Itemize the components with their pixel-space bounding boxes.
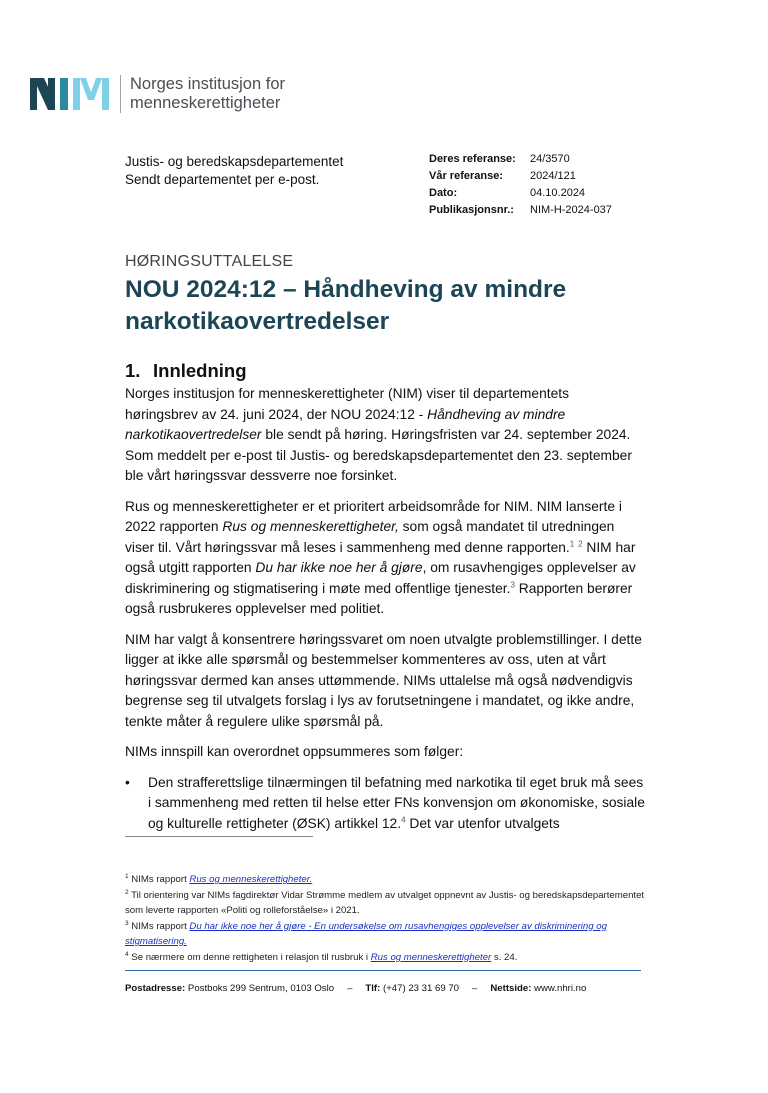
footer-web-value[interactable]: www.nhri.no xyxy=(531,983,587,994)
reference-value: 2024/121 xyxy=(530,170,576,182)
section-heading xyxy=(125,360,247,382)
footer-web xyxy=(490,983,586,994)
footnote-4 xyxy=(125,950,645,966)
bullet-text-a: Den strafferettslige tilnærmingen til befatning med narkotika til eget bruk må sees i sammenheng med retten til helse etter FNs konvensjon om økonomiske, sosiale og kulturelle rettigheter (ØSK) artikkel 12. xyxy=(148,774,645,831)
page-footer xyxy=(125,983,586,994)
footer-address-value: Postboks 299 Sentrum, 0103 Oslo xyxy=(185,983,335,994)
bullet-text-b: Det var utenfor utvalgets xyxy=(405,815,560,831)
p2-text-e: Rapporten berører også rusbrukeres opplevelser med politiet. xyxy=(125,580,633,616)
reference-row xyxy=(429,151,612,168)
p2-text-c: NIM har også utgitt rapporten xyxy=(125,539,636,575)
p1-text-b: ble sendt på høring. Høringsfristen var 24. september 2024. Som meddelt per e-post til Justis- og beredskapsdepartementet den 23. september ble vårt høringssvar dessverre noe forsinket. xyxy=(125,427,632,483)
footnote-2 xyxy=(125,888,645,919)
reference-row xyxy=(429,168,612,185)
footer-phone-label: Tlf: xyxy=(365,983,381,994)
paragraph-2 xyxy=(125,497,645,620)
recipient-line1: Justis- og beredskapsdepartementet xyxy=(125,154,344,169)
footnote-ref-1[interactable]: 1 xyxy=(569,538,575,548)
p2-text-d: , om rusavhengiges opplevelser av diskriminering og stigmatisering i møte med offentlige tjenester. xyxy=(125,560,636,596)
section-number: 1. xyxy=(125,360,141,381)
body-text xyxy=(125,384,645,834)
nim-logo xyxy=(30,75,285,113)
footnote-ref-4[interactable]: 4 xyxy=(401,814,406,824)
logo-text-line2: menneskerettigheter xyxy=(130,94,281,112)
paragraph-3: NIM har valgt å konsentrere høringssvaret om noen utvalgte problemstillinger. I dette ligger at ikke alle spørsmål og bestemmelser kommenteres av oss, uten at vårt høringssvar dermed kan anses uttømmende. NIMs uttalelse må også nødvendigvis begrense seg til utvalgets forslag i lys av forutsetningene i mandatet, og ikke andre, tenkte måter å regulere ulike spørsmål på. xyxy=(125,631,642,729)
reference-label: Vår referanse: xyxy=(429,170,503,182)
footnote-1 xyxy=(125,872,645,888)
footnote-text: Se nærmere om denne rettigheten i relasjon til rusbruk i xyxy=(128,951,371,963)
nim-logo-mark xyxy=(30,76,110,112)
footer-web-label: Nettside: xyxy=(490,983,532,994)
footer-phone-value: (+47) 23 31 69 70 xyxy=(380,983,460,994)
footnote-number: 3 xyxy=(125,919,129,927)
reference-label: Dato: xyxy=(429,187,458,199)
logo-text-line1: Norges institusjon for xyxy=(130,75,285,93)
nim-logo-icon xyxy=(30,76,110,112)
reference-value: NIM-H-2024-037 xyxy=(530,204,612,216)
footnote-text: s. 24. xyxy=(491,951,518,963)
section-title: Innledning xyxy=(153,360,247,381)
footnote-number: 1 xyxy=(125,872,129,880)
footer-separator: – xyxy=(347,983,353,994)
reference-value: 24/3570 xyxy=(530,153,570,165)
p1-italic: Håndheving av mindre narkotikaovertredelser xyxy=(125,406,566,442)
footnote-number: 2 xyxy=(125,888,129,896)
footnote-text: NIMs rapport xyxy=(128,920,190,932)
footer-divider xyxy=(125,970,641,971)
reference-row xyxy=(429,185,612,202)
reference-label: Deres referanse: xyxy=(429,153,516,165)
footnote-link[interactable]: Rus og menneskerettigheter xyxy=(370,951,492,963)
footnote-ref-2[interactable]: 2 xyxy=(578,538,583,548)
footnote-text: Til orientering var NIMs fagdirektør Vidar Strømme medlem av utvalget oppnevnt av Justis- og beredskapsdepartementet som leverte rapporten «Politi og rolleforståelse» i 2021. xyxy=(125,889,645,916)
recipient-line2: Sendt departementet per e-post. xyxy=(125,172,320,187)
footer-address xyxy=(125,983,334,994)
footnote-3 xyxy=(125,919,645,950)
recipient-block xyxy=(125,153,343,189)
document-title: NOU 2024:12 – Håndheving av mindre narkotikaovertredelser xyxy=(125,276,567,335)
p1-text-a: Norges institusjon for menneskerettigheter (NIM) viser til departementets høringsbrev av 24. juni 2024, der NOU 2024:12 - xyxy=(125,386,569,422)
reference-row xyxy=(429,202,612,219)
footnote-text: NIMs rapport xyxy=(128,874,190,885)
reference-value: 04.10.2024 xyxy=(530,187,586,199)
paragraph-4: NIMs innspill kan overordnet oppsummeres som følger: xyxy=(125,744,464,759)
footer-address-label: Postadresse: xyxy=(125,983,186,994)
footnote-number: 4 xyxy=(125,950,129,958)
logo-text xyxy=(130,75,285,113)
footnotes xyxy=(125,872,645,965)
bullet-item xyxy=(125,773,645,835)
footer-separator: – xyxy=(472,983,478,994)
footnote-link[interactable]: Rus og menneskerettigheter. xyxy=(189,874,313,885)
bullet-icon: • xyxy=(125,774,130,790)
logo-divider xyxy=(120,75,121,113)
footer-phone xyxy=(365,983,459,994)
document-kicker: HØRINGSUTTALELSE xyxy=(125,253,294,270)
bullet-text xyxy=(148,773,645,835)
p2-text-a: Rus og menneskerettigheter er et prioritert arbeidsområde for NIM. NIM lanserte i 2022 rapporten xyxy=(125,498,622,534)
footnote-link[interactable]: Du har ikke noe her å gjøre - En undersøkelse om rusavhengiges opplevelser av diskriminering og stigmatisering. xyxy=(125,920,607,947)
footnote-divider xyxy=(125,836,313,837)
p2-text-b: som også mandatet til utredningen viser til. Vårt høringssvar må leses i sammenheng med denne rapporten. xyxy=(125,519,615,555)
footnote-ref-3[interactable]: 3 xyxy=(510,579,515,589)
reference-block xyxy=(429,151,612,219)
paragraph-1 xyxy=(125,384,645,487)
p2-italic-1: Rus og menneskerettigheter, xyxy=(222,519,399,534)
reference-label: Publikasjonsnr.: xyxy=(429,204,514,216)
p2-italic-2: Du har ikke noe her å gjøre xyxy=(255,560,423,575)
